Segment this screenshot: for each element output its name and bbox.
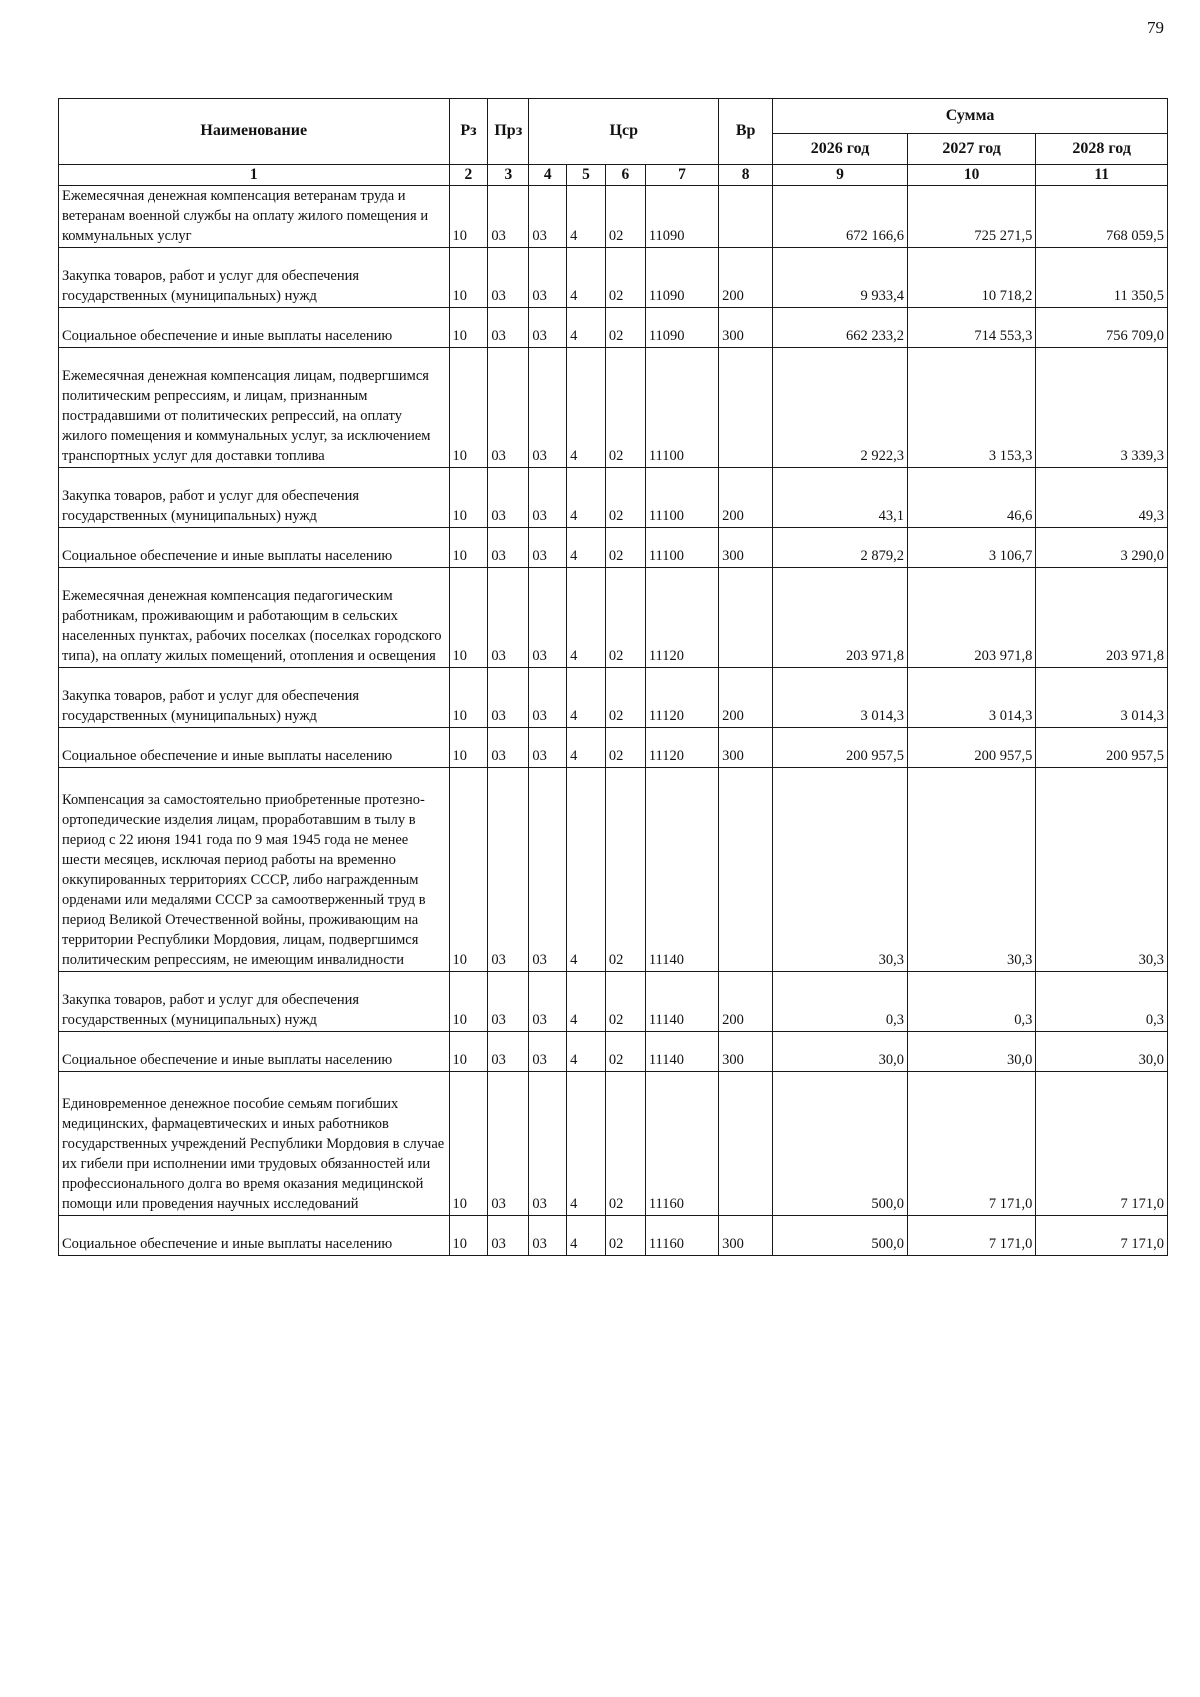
cell-vr: 200 <box>719 972 773 1032</box>
cell-csr-subprogram: 02 <box>605 186 645 248</box>
table-row <box>59 248 1168 308</box>
cell-csr-subprogram: 02 <box>605 348 645 468</box>
cell-prz: 03 <box>488 972 529 1032</box>
cell-rz: 10 <box>449 348 488 468</box>
table-body <box>59 186 1168 1256</box>
cell-sum-2028: 7 171,0 <box>1036 1072 1168 1216</box>
cell-sum-2027: 7 171,0 <box>907 1072 1035 1216</box>
cell-sum-2026: 3 014,3 <box>773 668 908 728</box>
cell-vr <box>719 568 773 668</box>
cell-sum-2027: 714 553,3 <box>907 308 1035 348</box>
cell-csr-direction: 11100 <box>645 348 718 468</box>
row-name-text: Закупка товаров, работ и услуг для обеспечения государственных (муниципальных) нужд <box>62 688 360 724</box>
cell-vr <box>719 1072 773 1216</box>
cell-rz: 10 <box>449 1072 488 1216</box>
column-number: 6 <box>605 165 645 186</box>
row-name-text: Компенсация за самостоятельно приобретенные протезно-ортопедические изделия лицам, проработавшим в тылу в период с 22 июня 1941 года по 9 мая 1945 года не менее шести месяцев, исключая период работы на временно оккупированных территориях СССР, либо награжденным орденами или медалями СССР за самоотверженный труд в период Великой Отечественной войны, проживающим на территории Республики Мордовия, лицам, подвергшимся политическим репрессиям, не имеющим инвалидности <box>62 792 426 968</box>
row-name <box>59 186 450 248</box>
cell-csr-program: 03 <box>529 308 567 348</box>
cell-prz: 03 <box>488 568 529 668</box>
cell-sum-2028: 30,3 <box>1036 768 1168 972</box>
cell-sum-2028: 30,0 <box>1036 1032 1168 1072</box>
cell-prz: 03 <box>488 186 529 248</box>
table-row <box>59 348 1168 468</box>
row-name-text: Закупка товаров, работ и услуг для обеспечения государственных (муниципальных) нужд <box>62 268 360 304</box>
cell-csr-program: 03 <box>529 668 567 728</box>
row-name-text: Социальное обеспечение и иные выплаты населению <box>62 1052 393 1068</box>
cell-prz: 03 <box>488 728 529 768</box>
row-name <box>59 348 450 468</box>
cell-csr-subprogram: 02 <box>605 1032 645 1072</box>
cell-csr-type: 4 <box>567 972 606 1032</box>
cell-csr-type: 4 <box>567 186 606 248</box>
cell-rz: 10 <box>449 1216 488 1256</box>
cell-prz: 03 <box>488 1072 529 1216</box>
cell-csr-subprogram: 02 <box>605 568 645 668</box>
cell-sum-2028: 3 339,3 <box>1036 348 1168 468</box>
cell-sum-2027: 7 171,0 <box>907 1216 1035 1256</box>
cell-csr-type: 4 <box>567 528 606 568</box>
cell-rz: 10 <box>449 248 488 308</box>
cell-sum-2027: 725 271,5 <box>907 186 1035 248</box>
cell-sum-2027: 0,3 <box>907 972 1035 1032</box>
table-row <box>59 528 1168 568</box>
cell-sum-2026: 30,3 <box>773 768 908 972</box>
cell-rz: 10 <box>449 1032 488 1072</box>
row-name <box>59 1032 450 1072</box>
cell-csr-direction: 11140 <box>645 768 718 972</box>
table-header <box>59 99 1168 186</box>
row-name <box>59 728 450 768</box>
cell-vr: 300 <box>719 528 773 568</box>
cell-csr-direction: 11120 <box>645 568 718 668</box>
cell-sum-2028: 756 709,0 <box>1036 308 1168 348</box>
column-number: 5 <box>567 165 606 186</box>
column-number: 3 <box>488 165 529 186</box>
cell-rz: 10 <box>449 528 488 568</box>
row-name <box>59 248 450 308</box>
row-name <box>59 1216 450 1256</box>
cell-csr-program: 03 <box>529 768 567 972</box>
cell-rz: 10 <box>449 568 488 668</box>
cell-csr-direction: 11140 <box>645 972 718 1032</box>
row-name-text: Единовременное денежное пособие семьям погибших медицинских, фармацевтических и иных работников государственных учреждений Республики Мордовия в случае их гибели при исполнении ими трудовых обязанностей или профессионального долга во время оказания медицинской помощи или проведения научных исследований <box>62 1096 445 1212</box>
cell-csr-direction: 11160 <box>645 1216 718 1256</box>
cell-csr-direction: 11090 <box>645 186 718 248</box>
column-number: 8 <box>719 165 773 186</box>
cell-vr: 200 <box>719 668 773 728</box>
cell-sum-2026: 672 166,6 <box>773 186 908 248</box>
cell-csr-direction: 11120 <box>645 728 718 768</box>
row-name-text: Социальное обеспечение и иные выплаты населению <box>62 748 393 764</box>
cell-prz: 03 <box>488 308 529 348</box>
cell-csr-subprogram: 02 <box>605 1216 645 1256</box>
cell-sum-2028: 0,3 <box>1036 972 1168 1032</box>
row-name-text: Ежемесячная денежная компенсация лицам, подвергшимся политическим репрессиям, и лицам, признанным пострадавшими от политических репрессий, на оплату жилого помещения и коммунальных услуг, за исключением транспортных услуг для доставки топлива <box>62 368 431 464</box>
column-number: 4 <box>529 165 567 186</box>
cell-sum-2026: 500,0 <box>773 1072 908 1216</box>
cell-sum-2026: 30,0 <box>773 1032 908 1072</box>
cell-sum-2026: 2 879,2 <box>773 528 908 568</box>
table-row <box>59 768 1168 972</box>
cell-vr: 300 <box>719 728 773 768</box>
cell-csr-type: 4 <box>567 248 606 308</box>
cell-vr: 300 <box>719 1032 773 1072</box>
cell-sum-2026: 500,0 <box>773 1216 908 1256</box>
table-row <box>59 668 1168 728</box>
cell-csr-subprogram: 02 <box>605 468 645 528</box>
cell-vr: 300 <box>719 1216 773 1256</box>
cell-vr: 300 <box>719 308 773 348</box>
cell-prz: 03 <box>488 1216 529 1256</box>
cell-sum-2028: 11 350,5 <box>1036 248 1168 308</box>
cell-csr-program: 03 <box>529 1216 567 1256</box>
column-number: 1 <box>59 165 450 186</box>
cell-csr-type: 4 <box>567 728 606 768</box>
cell-sum-2028: 203 971,8 <box>1036 568 1168 668</box>
cell-csr-program: 03 <box>529 186 567 248</box>
cell-csr-subprogram: 02 <box>605 728 645 768</box>
row-name <box>59 972 450 1032</box>
header-prz: Прз <box>488 99 529 165</box>
column-number: 2 <box>449 165 488 186</box>
cell-csr-subprogram: 02 <box>605 248 645 308</box>
table-row <box>59 1032 1168 1072</box>
cell-csr-type: 4 <box>567 1032 606 1072</box>
cell-csr-program: 03 <box>529 528 567 568</box>
row-name-text: Ежемесячная денежная компенсация педагогическим работникам, проживающим и работающим в сельских населенных пунктах, рабочих поселках (поселках городского типа), на оплату жилых помещений, отопления и освещения <box>62 588 442 664</box>
row-name <box>59 1072 450 1216</box>
cell-sum-2026: 662 233,2 <box>773 308 908 348</box>
cell-sum-2027: 3 106,7 <box>907 528 1035 568</box>
page-number: 79 <box>1147 18 1164 37</box>
cell-sum-2028: 200 957,5 <box>1036 728 1168 768</box>
cell-sum-2026: 43,1 <box>773 468 908 528</box>
table-row <box>59 308 1168 348</box>
cell-csr-subprogram: 02 <box>605 972 645 1032</box>
cell-sum-2026: 2 922,3 <box>773 348 908 468</box>
cell-prz: 03 <box>488 668 529 728</box>
cell-csr-program: 03 <box>529 568 567 668</box>
table-row <box>59 1072 1168 1216</box>
row-name <box>59 668 450 728</box>
row-name-text: Закупка товаров, работ и услуг для обеспечения государственных (муниципальных) нужд <box>62 992 360 1028</box>
cell-sum-2028: 3 014,3 <box>1036 668 1168 728</box>
cell-csr-subprogram: 02 <box>605 528 645 568</box>
cell-csr-type: 4 <box>567 668 606 728</box>
cell-csr-type: 4 <box>567 468 606 528</box>
table-row <box>59 1216 1168 1256</box>
cell-vr: 200 <box>719 248 773 308</box>
header-year-2028: 2028 год <box>1036 134 1168 165</box>
cell-prz: 03 <box>488 348 529 468</box>
cell-csr-program: 03 <box>529 468 567 528</box>
cell-csr-program: 03 <box>529 972 567 1032</box>
table-row <box>59 468 1168 528</box>
cell-sum-2027: 3 014,3 <box>907 668 1035 728</box>
cell-csr-program: 03 <box>529 248 567 308</box>
row-name-text: Социальное обеспечение и иные выплаты населению <box>62 328 393 344</box>
cell-prz: 03 <box>488 248 529 308</box>
cell-sum-2027: 30,3 <box>907 768 1035 972</box>
cell-rz: 10 <box>449 668 488 728</box>
row-name <box>59 308 450 348</box>
cell-sum-2027: 46,6 <box>907 468 1035 528</box>
cell-csr-subprogram: 02 <box>605 308 645 348</box>
cell-vr <box>719 348 773 468</box>
table-row <box>59 972 1168 1032</box>
cell-sum-2026: 0,3 <box>773 972 908 1032</box>
cell-prz: 03 <box>488 468 529 528</box>
cell-csr-program: 03 <box>529 1072 567 1216</box>
cell-rz: 10 <box>449 186 488 248</box>
cell-csr-direction: 11140 <box>645 1032 718 1072</box>
cell-csr-subprogram: 02 <box>605 668 645 728</box>
header-sum: Сумма <box>773 99 1168 134</box>
cell-csr-direction: 11120 <box>645 668 718 728</box>
header-name: Наименование <box>59 99 450 165</box>
header-year-2026: 2026 год <box>773 134 908 165</box>
cell-sum-2027: 3 153,3 <box>907 348 1035 468</box>
header-csr: Цср <box>529 99 719 165</box>
row-name <box>59 568 450 668</box>
cell-rz: 10 <box>449 972 488 1032</box>
budget-table <box>58 98 1168 1256</box>
cell-csr-program: 03 <box>529 1032 567 1072</box>
cell-csr-program: 03 <box>529 728 567 768</box>
cell-rz: 10 <box>449 728 488 768</box>
cell-sum-2028: 3 290,0 <box>1036 528 1168 568</box>
cell-sum-2028: 49,3 <box>1036 468 1168 528</box>
header-year-2027: 2027 год <box>907 134 1035 165</box>
header-vr: Вр <box>719 99 773 165</box>
cell-csr-type: 4 <box>567 1072 606 1216</box>
cell-sum-2028: 768 059,5 <box>1036 186 1168 248</box>
cell-csr-type: 4 <box>567 1216 606 1256</box>
row-name-text: Социальное обеспечение и иные выплаты населению <box>62 548 393 564</box>
column-number: 9 <box>773 165 908 186</box>
cell-vr <box>719 768 773 972</box>
table-row <box>59 186 1168 248</box>
cell-rz: 10 <box>449 308 488 348</box>
cell-csr-direction: 11090 <box>645 248 718 308</box>
table-row <box>59 568 1168 668</box>
column-number: 11 <box>1036 165 1168 186</box>
cell-csr-type: 4 <box>567 308 606 348</box>
header-rz: Рз <box>449 99 488 165</box>
cell-csr-type: 4 <box>567 348 606 468</box>
cell-csr-direction: 11100 <box>645 528 718 568</box>
row-name-text: Социальное обеспечение и иные выплаты населению <box>62 1236 393 1252</box>
cell-csr-type: 4 <box>567 768 606 972</box>
cell-prz: 03 <box>488 528 529 568</box>
cell-sum-2026: 203 971,8 <box>773 568 908 668</box>
row-name-text: Закупка товаров, работ и услуг для обеспечения государственных (муниципальных) нужд <box>62 488 360 524</box>
cell-prz: 03 <box>488 1032 529 1072</box>
cell-csr-program: 03 <box>529 348 567 468</box>
cell-csr-direction: 11160 <box>645 1072 718 1216</box>
row-name-text: Ежемесячная денежная компенсация ветеранам труда и ветеранам военной службы на оплату жилого помещения и коммунальных услуг <box>62 188 429 244</box>
cell-vr: 200 <box>719 468 773 528</box>
row-name <box>59 468 450 528</box>
cell-csr-subprogram: 02 <box>605 768 645 972</box>
cell-sum-2027: 203 971,8 <box>907 568 1035 668</box>
table-row <box>59 728 1168 768</box>
cell-rz: 10 <box>449 468 488 528</box>
cell-csr-subprogram: 02 <box>605 1072 645 1216</box>
cell-sum-2026: 200 957,5 <box>773 728 908 768</box>
cell-csr-direction: 11100 <box>645 468 718 528</box>
cell-csr-type: 4 <box>567 568 606 668</box>
cell-vr <box>719 186 773 248</box>
cell-sum-2027: 30,0 <box>907 1032 1035 1072</box>
cell-rz: 10 <box>449 768 488 972</box>
cell-sum-2026: 9 933,4 <box>773 248 908 308</box>
cell-prz: 03 <box>488 768 529 972</box>
row-name <box>59 768 450 972</box>
row-name <box>59 528 450 568</box>
cell-sum-2028: 7 171,0 <box>1036 1216 1168 1256</box>
cell-sum-2027: 200 957,5 <box>907 728 1035 768</box>
column-number: 7 <box>645 165 718 186</box>
column-number: 10 <box>907 165 1035 186</box>
cell-csr-direction: 11090 <box>645 308 718 348</box>
cell-sum-2027: 10 718,2 <box>907 248 1035 308</box>
